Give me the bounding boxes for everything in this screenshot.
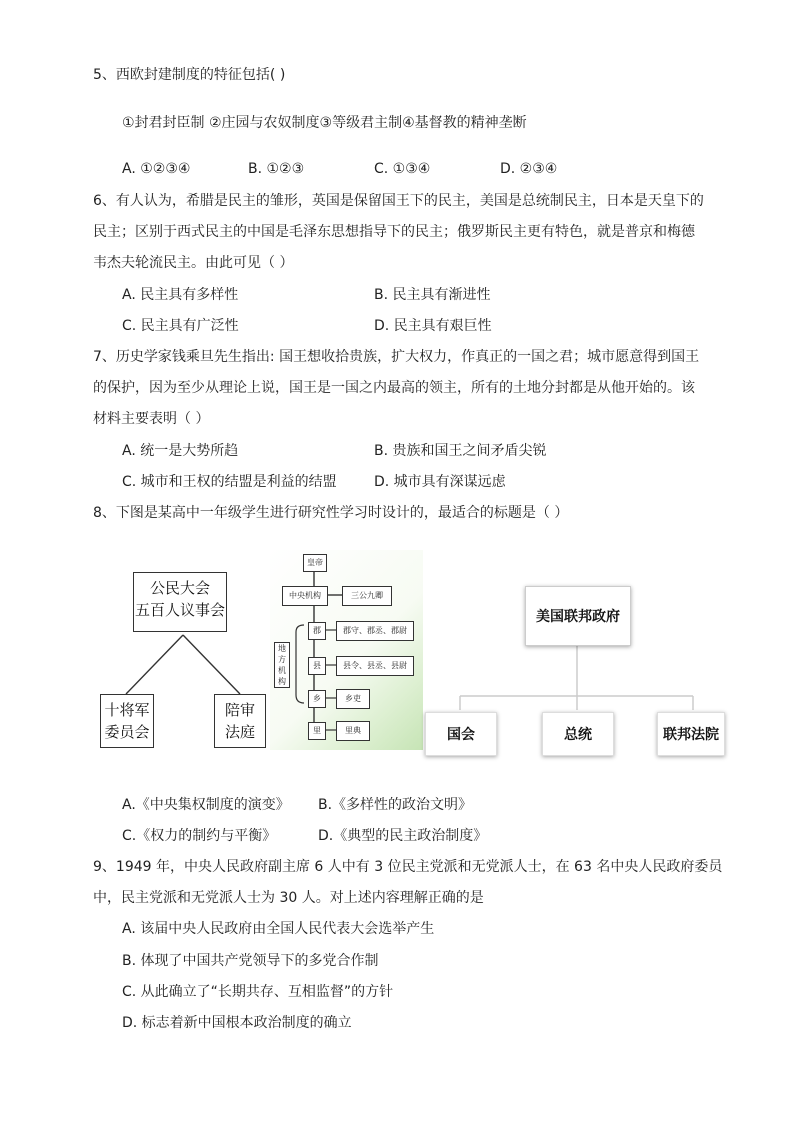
q6-option-b[interactable]: B. 民主具有渐进性 bbox=[374, 287, 491, 303]
q8-stem: 8、下图是某高中一年级学生进行研究性学习时设计的，最适合的标题是（ ） bbox=[93, 505, 569, 521]
qin-central-sub-box: 三公九卿 bbox=[342, 586, 392, 606]
qin-officials-xiang: 乡吏 bbox=[336, 689, 370, 709]
q6-stem-line-2: 民主；区别于西式民主的中国是毛泽东思想指导下的民主；俄罗斯民主更有特色，就是普京和梅德 bbox=[93, 224, 695, 240]
q5-option-a[interactable]: A. ①②③④ bbox=[122, 161, 191, 177]
athens-council-label: 五百人议事会 bbox=[134, 601, 225, 619]
q7-stem-line-1: 7、历史学家钱乘旦先生指出: 国王想收拾贵族，扩大权力，作真正的一国之君；城市愿意得到国王 bbox=[93, 349, 700, 365]
qin-level-jun: 郡 bbox=[308, 622, 326, 640]
qin-local-box: 地方机构 bbox=[274, 642, 290, 688]
q9-stem-line-1: 9、1949 年，中央人民政府副主席 6 人中有 3 位民主党派和无党派人士，在 63 名中央人民政府委员 bbox=[93, 859, 723, 875]
athens-assembly-label: 公民大会 bbox=[149, 579, 210, 597]
q7-stem-line-3: 材料主要表明（ ） bbox=[93, 411, 210, 427]
usa-congress-box bbox=[425, 712, 497, 756]
athens-diagram bbox=[95, 560, 270, 755]
usa-president-box bbox=[542, 712, 614, 756]
athens-jury-box bbox=[214, 694, 266, 748]
athens-generals-label-1: 十将军 bbox=[104, 701, 150, 719]
qin-diagram bbox=[270, 550, 423, 750]
q7-option-b[interactable]: B. 贵族和国王之间矛盾尖锐 bbox=[374, 443, 547, 459]
q6-stem-line-1: 6、有人认为，希腊是民主的雏形，英国是保留国王下的民主，美国是总统制民主，日本是天皇下的 bbox=[93, 193, 704, 209]
athens-jury-label-1: 陪审 bbox=[224, 701, 255, 719]
q9-stem-line-2: 中，民主党派和无党派人士为 30 人。对上述内容理解正确的是 bbox=[93, 890, 484, 906]
q8-option-b[interactable]: B.《多样性的政治文明》 bbox=[318, 797, 473, 813]
qin-connectors bbox=[270, 550, 423, 750]
q9-option-a[interactable]: A. 该届中央人民政府由全国人民代表大会选举产生 bbox=[122, 921, 435, 937]
q5-stem: 5、西欧封建制度的特征包括( ) bbox=[93, 67, 286, 83]
qin-officials-jun: 郡守、郡丞、郡尉 bbox=[336, 621, 414, 641]
usa-congress-label: 国会 bbox=[447, 727, 475, 743]
q9-option-c[interactable]: C. 从此确立了“长期共存、互相监督”的方针 bbox=[122, 984, 394, 1000]
q7-option-c[interactable]: C. 城市和王权的结盟是利益的结盟 bbox=[122, 474, 337, 490]
q6-option-a[interactable]: A. 民主具有多样性 bbox=[122, 287, 239, 303]
qin-level-li: 里 bbox=[308, 722, 326, 740]
usa-president-label: 总统 bbox=[564, 727, 592, 743]
usa-federal-box bbox=[525, 586, 631, 646]
q8-option-d[interactable]: D.《典型的民主政治制度》 bbox=[318, 828, 488, 844]
q5-items: ①封君封臣制 ②庄园与农奴制度③等级君主制④基督教的精神垄断 bbox=[122, 115, 527, 131]
athens-generals-label-2: 委员会 bbox=[104, 723, 150, 741]
q5-option-d[interactable]: D. ②③④ bbox=[500, 161, 558, 177]
qin-central-box: 中央机构 bbox=[282, 586, 328, 606]
athens-generals-box bbox=[100, 694, 154, 748]
q5-option-b[interactable]: B. ①②③ bbox=[248, 161, 305, 177]
q6-stem-line-3: 韦杰夫轮流民主。由此可见（ ） bbox=[93, 255, 294, 271]
q6-option-d[interactable]: D. 民主具有艰巨性 bbox=[374, 318, 492, 334]
qin-level-xian: 县 bbox=[308, 657, 326, 675]
qin-emperor-box: 皇帝 bbox=[303, 554, 327, 572]
q5-option-c[interactable]: C. ①③④ bbox=[374, 161, 431, 177]
q8-option-c[interactable]: C.《权力的制约与平衡》 bbox=[122, 828, 277, 844]
q9-option-d[interactable]: D. 标志着新中国根本政治制度的确立 bbox=[122, 1015, 352, 1031]
q7-stem-line-2: 的保护，因为至少从理论上说，国王是一国之内最高的领主，所有的土地分封都是从他开始的。该 bbox=[93, 380, 695, 396]
usa-court-box bbox=[657, 712, 725, 756]
q7-option-d[interactable]: D. 城市具有深谋远虑 bbox=[374, 474, 506, 490]
athens-assembly-box bbox=[133, 572, 227, 632]
qin-officials-li: 里典 bbox=[336, 721, 370, 741]
usa-federal-label: 美国联邦政府 bbox=[536, 609, 620, 625]
q6-option-c[interactable]: C. 民主具有广泛性 bbox=[122, 318, 239, 334]
q7-option-a[interactable]: A. 统一是大势所趋 bbox=[122, 443, 239, 459]
q9-option-b[interactable]: B. 体现了中国共产党领导下的多党合作制 bbox=[122, 953, 379, 969]
usa-diagram bbox=[425, 580, 725, 755]
qin-officials-xian: 县令、县丞、县尉 bbox=[336, 656, 414, 676]
qin-level-xiang: 乡 bbox=[308, 690, 326, 708]
q8-option-a[interactable]: A.《中央集权制度的演变》 bbox=[122, 797, 290, 813]
usa-court-label: 联邦法院 bbox=[663, 727, 719, 743]
athens-jury-label-2: 法庭 bbox=[224, 723, 255, 741]
